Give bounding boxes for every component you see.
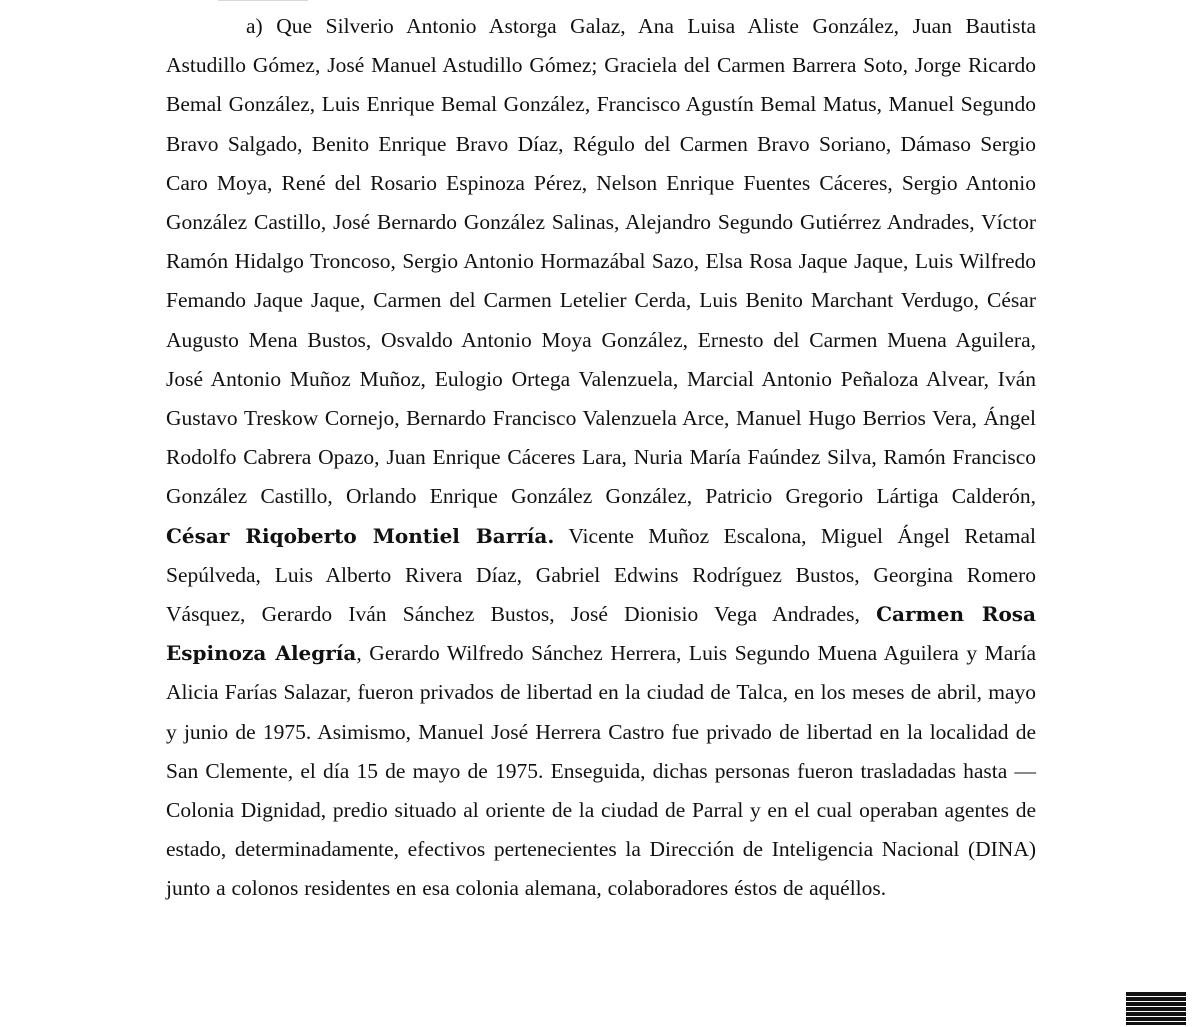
bold-name-espinoza: Carmen Rosa Espinoza Alegría xyxy=(166,602,1037,666)
document-page xyxy=(166,7,1036,909)
paragraph-text-part-2: Vicente Muñoz Escalona, Miguel Ángel Retamal Sepúlveda, Luis Alberto Rivera Díaz, Gabriel Edwins Rodríguez Bustos, Georgina Romero Vásquez, Gerardo Iván Sánchez Bustos, José Dionisio Vega Andrades, xyxy=(166,523,1036,627)
body-paragraph xyxy=(166,7,1036,909)
bold-name-montiel: César Riqoberto Montiel Barría. xyxy=(166,523,555,548)
top-divider xyxy=(218,0,308,1)
paragraph-text-part-1: a) Que Silverio Antonio Astorga Galaz, Ana Luisa Aliste González, Juan Bautista Astudillo Gómez, José Manuel Astudillo Gómez; Graciela del Carmen Barrera Soto, Jorge Ricardo Bemal González, Luis Enrique Bemal González, Francisco Agustín Bemal Matus, Manuel Segundo Bravo Salgado, Benito Enrique Bravo Díaz, Régulo del Carmen Bravo Soriano, Dámaso Sergio Caro Moya, René del Rosario Espinoza Pérez, Nelson Enrique Fuentes Cáceres, Sergio Antonio González Castillo, José Bernardo González Salinas, Alejandro Segundo Gutiérrez Andrades, Víctor Ramón Hidalgo Troncoso, Sergio Antonio Hormazábal Sazo, Elsa Rosa Jaque Jaque, Luis Wilfredo Femando Jaque Jaque, Carmen del Carmen Letelier Cerda, Luis Benito Marchant Verdugo, César Augusto Mena Bustos, Osvaldo Antonio Moya González, Ernesto del Carmen Muena Aguilera, José Antonio Muñoz Muñoz, Eulogio Ortega Valenzuela, Marcial Antonio Peñaloza Alvear, Iván Gustavo Treskow Cornejo, Bernardo Francisco Valenzuela Arce, Manuel Hugo Berrios Vera, Ángel Rodolfo Cabrera Opazo, Juan Enrique Cáceres Lara, Nuria María Faúndez Silva, Ramón Francisco González Castillo, Orlando Enrique González González, Patricio Gregorio Lártiga Calderón, xyxy=(166,14,1036,509)
paragraph-text-part-3: , Gerardo Wilfredo Sánchez Herrera, Luis Segundo Muena Aguilera y María Alicia Farías Salazar, fueron privados de libertad en la ciudad de Talca, en los meses de abril, mayo y junio de 1975. Asimismo, Manuel José Herrera Castro fue privado de libertad en la localidad de San Clemente, el día 15 de mayo de 1975. Enseguida, dichas personas fueron trasladadas hasta —Colonia Dignidad, predio situado al oriente de la ciudad de Parral y en el cual operaban agentes de estado, determinadamente, efectivos pertenecientes la Dirección de Inteligencia Nacional (DINA) junto a colonos residentes en esa colonia alemana, colaboradores éstos de aquéllos. xyxy=(166,641,1037,901)
corner-stamp-mark xyxy=(1126,992,1186,1025)
